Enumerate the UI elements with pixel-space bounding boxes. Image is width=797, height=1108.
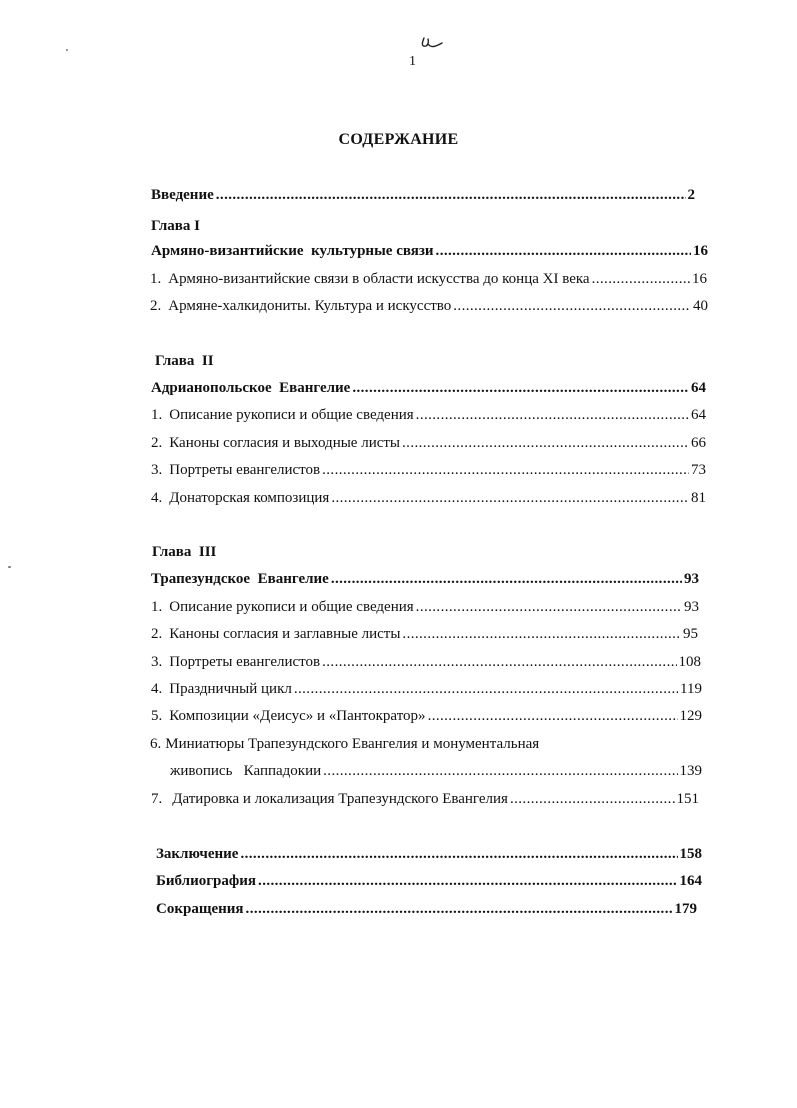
toc-page: 40 xyxy=(693,298,708,314)
toc-chapter-title xyxy=(151,379,706,397)
toc-label: Донаторская композиция xyxy=(169,490,330,506)
dot-leader xyxy=(323,762,677,780)
page-number: 1 xyxy=(409,54,416,69)
handwritten-mark-icon xyxy=(418,34,444,54)
toc-label: Библиография xyxy=(156,873,257,889)
toc-page: 93 xyxy=(684,571,699,587)
chapter-heading: Глава II xyxy=(155,353,214,369)
toc-number: 6. xyxy=(150,736,162,752)
toc-chapter-title xyxy=(151,242,708,260)
dot-leader xyxy=(258,872,677,890)
toc-page: 151 xyxy=(676,791,699,807)
toc-page: 164 xyxy=(679,873,702,889)
toc-number: 7. xyxy=(151,791,163,807)
toc-entry xyxy=(151,406,706,424)
toc-label: Сокращения xyxy=(156,901,244,917)
toc-page: 158 xyxy=(679,846,702,862)
toc-label: Композиции «Деисус» и «Пантократор» xyxy=(169,708,426,724)
toc-label: Адрианопольское Евангелие xyxy=(151,380,351,396)
toc-label: Описание рукописи и общие сведения xyxy=(169,407,414,423)
toc-page: 73 xyxy=(691,462,706,478)
toc-page: 95 xyxy=(683,626,698,642)
toc-entry xyxy=(150,297,708,315)
dot-leader xyxy=(322,461,689,479)
toc-page: 64 xyxy=(691,380,706,396)
toc-label: Армяно-византийские связи в области искусства до конца XI века xyxy=(168,271,590,287)
toc-page: 64 xyxy=(691,407,706,423)
toc-page: 2 xyxy=(687,187,695,203)
dot-leader xyxy=(331,489,689,507)
toc-page: 119 xyxy=(680,681,702,697)
page-title: СОДЕРЖАНИЕ xyxy=(338,131,459,148)
toc-label: Каноны согласия и выходные листы xyxy=(169,435,401,451)
toc-label: Описание рукописи и общие сведения xyxy=(169,599,414,615)
dot-leader xyxy=(240,845,677,863)
dot-leader xyxy=(322,653,676,671)
toc-entry xyxy=(151,790,699,808)
dot-leader xyxy=(402,625,681,643)
toc-label: Миниатюры Трапезундского Евангелия и монументальная xyxy=(165,736,540,752)
toc-page: 108 xyxy=(678,654,701,670)
toc-page: 139 xyxy=(679,763,702,779)
toc-entry-continuation xyxy=(170,762,702,780)
toc-label: Трапезундское Евангелие xyxy=(151,571,329,587)
toc-page: 16 xyxy=(692,271,707,287)
toc-entry xyxy=(151,598,699,616)
dot-leader xyxy=(436,242,691,260)
dot-leader xyxy=(402,434,689,452)
toc-number: 2. xyxy=(150,298,162,314)
chapter-heading: Глава I xyxy=(151,218,200,234)
dot-leader xyxy=(246,900,673,918)
dot-leader xyxy=(428,707,678,725)
toc-page: 81 xyxy=(691,490,706,506)
scan-speck xyxy=(66,49,68,51)
toc-label: Праздничный цикл xyxy=(169,681,292,697)
dot-leader xyxy=(331,570,682,588)
toc-number: 2. xyxy=(151,626,163,642)
toc-number: 4. xyxy=(151,681,163,697)
toc-label: Заключение xyxy=(156,846,239,862)
toc-entry xyxy=(151,434,706,452)
toc-entry-intro xyxy=(151,186,695,204)
toc-page: 129 xyxy=(679,708,702,724)
dot-leader xyxy=(592,270,690,288)
toc-entry xyxy=(151,461,706,479)
dot-leader xyxy=(352,379,689,397)
toc-chapter-title xyxy=(151,570,699,588)
toc-number: 3. xyxy=(151,654,163,670)
toc-label: Датировка и локализация Трапезундского Евангелия xyxy=(172,791,508,807)
toc-number: 1. xyxy=(151,599,163,615)
dot-leader xyxy=(294,680,678,698)
toc-entry xyxy=(151,680,702,698)
chapter-heading: Глава III xyxy=(152,544,217,560)
toc-entry xyxy=(151,653,701,671)
toc-entry xyxy=(151,489,706,507)
toc-number: 1. xyxy=(150,271,162,287)
scan-speck xyxy=(8,566,11,568)
toc-page: 93 xyxy=(684,599,699,615)
toc-label: Армяне-халкидониты. Культура и искусство xyxy=(168,298,452,314)
toc-entry-bibliography xyxy=(156,872,702,890)
toc-page: 66 xyxy=(691,435,706,451)
toc-entry xyxy=(151,625,698,643)
dot-leader xyxy=(416,406,689,424)
toc-entry-abbreviations xyxy=(156,900,697,918)
toc-label: Портреты евангелистов xyxy=(169,462,321,478)
dot-leader xyxy=(216,186,686,204)
toc-number: 5. xyxy=(151,708,163,724)
toc-label: Каноны согласия и заглавные листы xyxy=(169,626,401,642)
toc-number: 3. xyxy=(151,462,163,478)
dot-leader xyxy=(510,790,675,808)
toc-number: 2. xyxy=(151,435,163,451)
toc-label: Портреты евангелистов xyxy=(169,654,321,670)
toc-entry xyxy=(151,707,702,725)
toc-page: 179 xyxy=(674,901,697,917)
dot-leader xyxy=(416,598,682,616)
toc-label: Армяно-византийские культурные связи xyxy=(151,243,434,259)
toc-label: Введение xyxy=(151,187,214,203)
toc-page: 16 xyxy=(693,243,708,259)
toc-label: живопись Каппадокии xyxy=(170,763,322,779)
dot-leader xyxy=(453,297,691,315)
toc-entry xyxy=(150,270,707,288)
toc-number: 1. xyxy=(151,407,163,423)
toc-entry xyxy=(150,735,539,753)
toc-number: 4. xyxy=(151,490,163,506)
toc-entry-conclusion xyxy=(156,845,702,863)
